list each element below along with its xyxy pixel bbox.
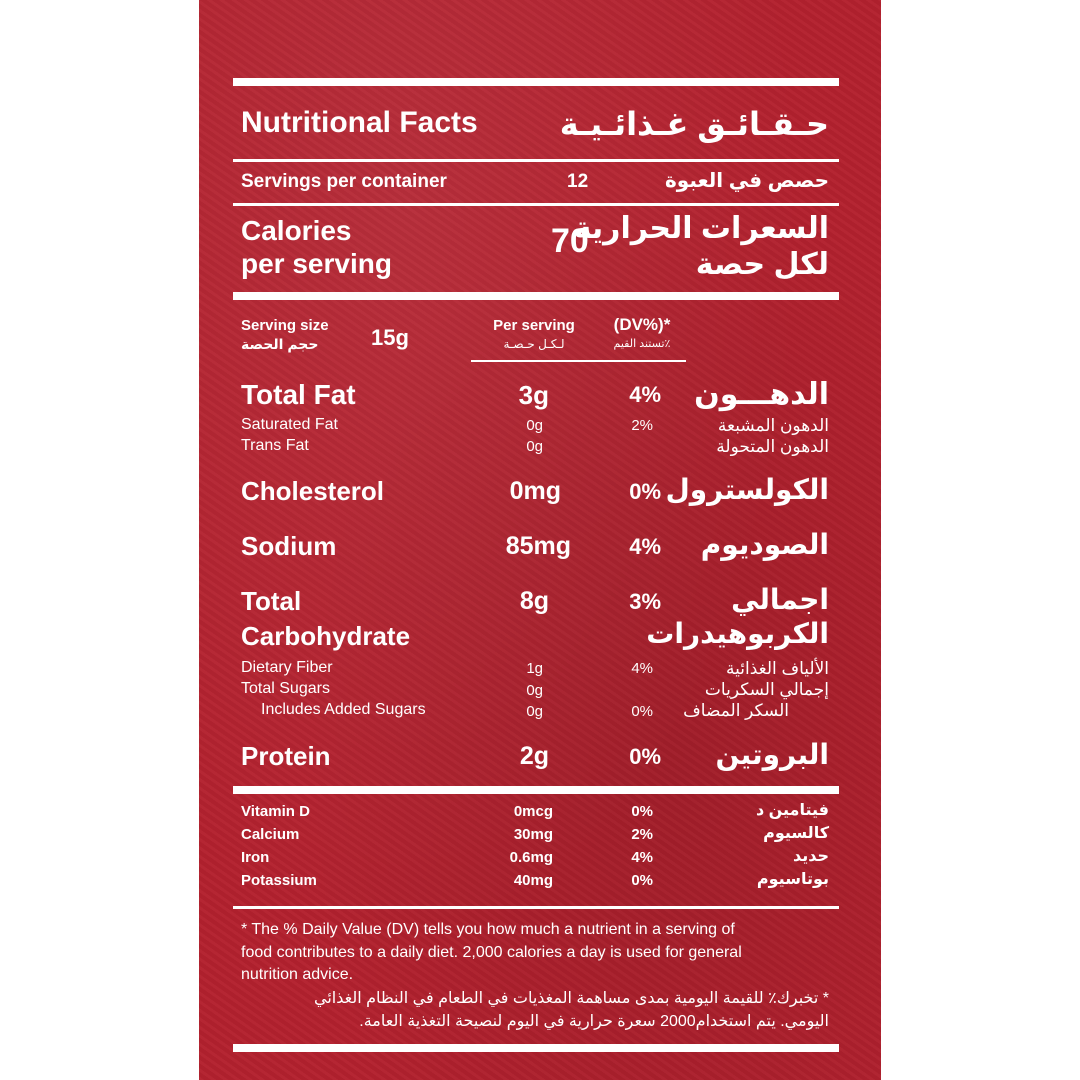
- dietary-fiber-label-ar: الألياف الغذائية: [726, 659, 829, 678]
- servings-value: 12: [567, 171, 589, 192]
- trans-fat-label-ar: الدهون المتحولة: [716, 437, 829, 456]
- protein-dv: 0%: [629, 744, 661, 769]
- total-sugars-label-ar: إجمالي السكريات: [704, 680, 829, 699]
- dv-label-en: (DV%)*: [613, 315, 671, 334]
- bottom-rule: [233, 1044, 839, 1052]
- added-sugars-label: Includes Added Sugars: [261, 701, 426, 718]
- footnote-ar-1: * تخبرك٪ للقيمة اليومية بمدى مساهمة المغذيات في الطعام في النظام الغذائي: [314, 990, 829, 1007]
- calories-rule: [233, 292, 839, 300]
- calories-label-ar-2: لكل حصة: [695, 248, 829, 281]
- top-rule: [233, 78, 839, 86]
- vitamins-rule: [233, 786, 839, 794]
- total-carb-label-2: Carbohydrate: [241, 621, 411, 651]
- footnote-ar-2: اليومي. يتم استخدام2000 سعرة حرارية في اليوم لنصيحة التغذية العامة.: [359, 1013, 829, 1030]
- calcium-dv: 2%: [631, 826, 653, 843]
- cholesterol-dv: 0%: [629, 479, 661, 504]
- vitamin-d-amount: 0mcg: [513, 803, 553, 820]
- potassium-label-ar: بوتاسيوم: [756, 871, 829, 888]
- total-carb-label-ar-2: الكربوهيدرات: [646, 618, 829, 649]
- total-fat-dv: 4%: [629, 382, 661, 407]
- protein-amount: 2g: [519, 742, 549, 770]
- total-carb-label-ar-1: اجمالي: [731, 584, 829, 615]
- iron-label-ar: حديد: [792, 848, 829, 865]
- vitamin-d-label: Vitamin D: [241, 803, 310, 820]
- total-carb-amount: 8g: [519, 587, 549, 615]
- potassium-amount: 40mg: [513, 872, 553, 889]
- cholesterol-label-ar: الكولسترول: [665, 474, 829, 505]
- left-margin: [0, 0, 199, 1080]
- title-rule: [233, 159, 839, 162]
- calories-value: 70: [551, 222, 589, 260]
- sodium-label-ar: الصوديوم: [700, 529, 829, 560]
- dietary-fiber-dv: 4%: [631, 660, 653, 677]
- header-underline: [471, 360, 686, 362]
- sodium-amount: 85mg: [505, 532, 571, 560]
- sodium-label: Sodium: [241, 531, 337, 561]
- vitamin-d-label-ar: فيتامين د: [755, 802, 829, 819]
- footnote-rule: [233, 906, 839, 909]
- dietary-fiber-label: Dietary Fiber: [241, 659, 333, 676]
- calcium-label-ar: كالسيوم: [763, 825, 829, 842]
- footnote-en-1: * The % Daily Value (DV) tells you how much a nutrient in a serving of: [241, 921, 735, 938]
- nutrition-label-panel: [199, 0, 881, 1080]
- servings-rule: [233, 203, 839, 206]
- trans-fat-label: Trans Fat: [241, 437, 309, 454]
- total-fat-amount: 3g: [518, 380, 549, 410]
- saturated-fat-dv: 2%: [631, 417, 653, 434]
- footnote-en-2: food contributes to a daily diet. 2,000 calories a day is used for general: [241, 944, 742, 961]
- servings-label-en: Servings per container: [241, 171, 447, 192]
- calcium-amount: 30mg: [513, 826, 553, 843]
- added-sugars-dv: 0%: [631, 703, 653, 720]
- total-sugars-amount: 0g: [526, 682, 543, 699]
- calories-label-en-1: Calories: [241, 215, 352, 246]
- sodium-dv: 4%: [629, 534, 661, 559]
- dv-label-ar: تستند القيم٪: [613, 338, 671, 350]
- per-serving-label-en: Per serving: [493, 317, 575, 334]
- serving-size-label-en: Serving size: [241, 317, 329, 334]
- servings-label-ar: حصص في العبوة: [664, 170, 829, 192]
- saturated-fat-label-ar: الدهون المشبعة: [717, 416, 829, 435]
- iron-amount: 0.6mg: [509, 849, 553, 866]
- serving-size-label-ar: حجم الحصة: [241, 336, 319, 352]
- calories-label-ar-1: السعرات الحرارية: [573, 212, 829, 245]
- right-margin: [881, 0, 1080, 1080]
- calcium-label: Calcium: [241, 826, 300, 843]
- vitamin-d-dv: 0%: [631, 803, 653, 820]
- iron-dv: 4%: [631, 849, 653, 866]
- cholesterol-label: Cholesterol: [241, 476, 385, 506]
- title-ar: حـقـائـق غـذائـيـة: [559, 106, 829, 142]
- total-carb-label-1: Total: [241, 586, 302, 616]
- potassium-dv: 0%: [631, 872, 653, 889]
- saturated-fat-amount: 0g: [526, 417, 543, 434]
- protein-label: Protein: [241, 741, 331, 771]
- total-fat-label: Total Fat: [241, 379, 356, 410]
- footnote-en-3: nutrition advice.: [241, 966, 354, 983]
- added-sugars-label-ar: السكر المضاف: [683, 701, 789, 720]
- saturated-fat-label: Saturated Fat: [241, 416, 338, 433]
- iron-label: Iron: [241, 849, 270, 866]
- calories-label-en-2: per serving: [241, 248, 392, 279]
- total-fat-label-ar: الدهـــون: [694, 378, 829, 411]
- added-sugars-amount: 0g: [526, 703, 543, 720]
- potassium-label: Potassium: [241, 872, 317, 889]
- dietary-fiber-amount: 1g: [526, 660, 543, 677]
- total-sugars-label: Total Sugars: [241, 680, 330, 697]
- protein-label-ar: البروتين: [715, 739, 829, 770]
- total-carb-dv: 3%: [629, 589, 661, 614]
- title-en: Nutritional Facts: [241, 106, 478, 139]
- per-serving-label-ar: لـكـل حـصـة: [503, 337, 565, 351]
- cholesterol-amount: 0mg: [509, 477, 561, 505]
- trans-fat-amount: 0g: [526, 438, 543, 455]
- serving-size-value: 15g: [371, 325, 409, 350]
